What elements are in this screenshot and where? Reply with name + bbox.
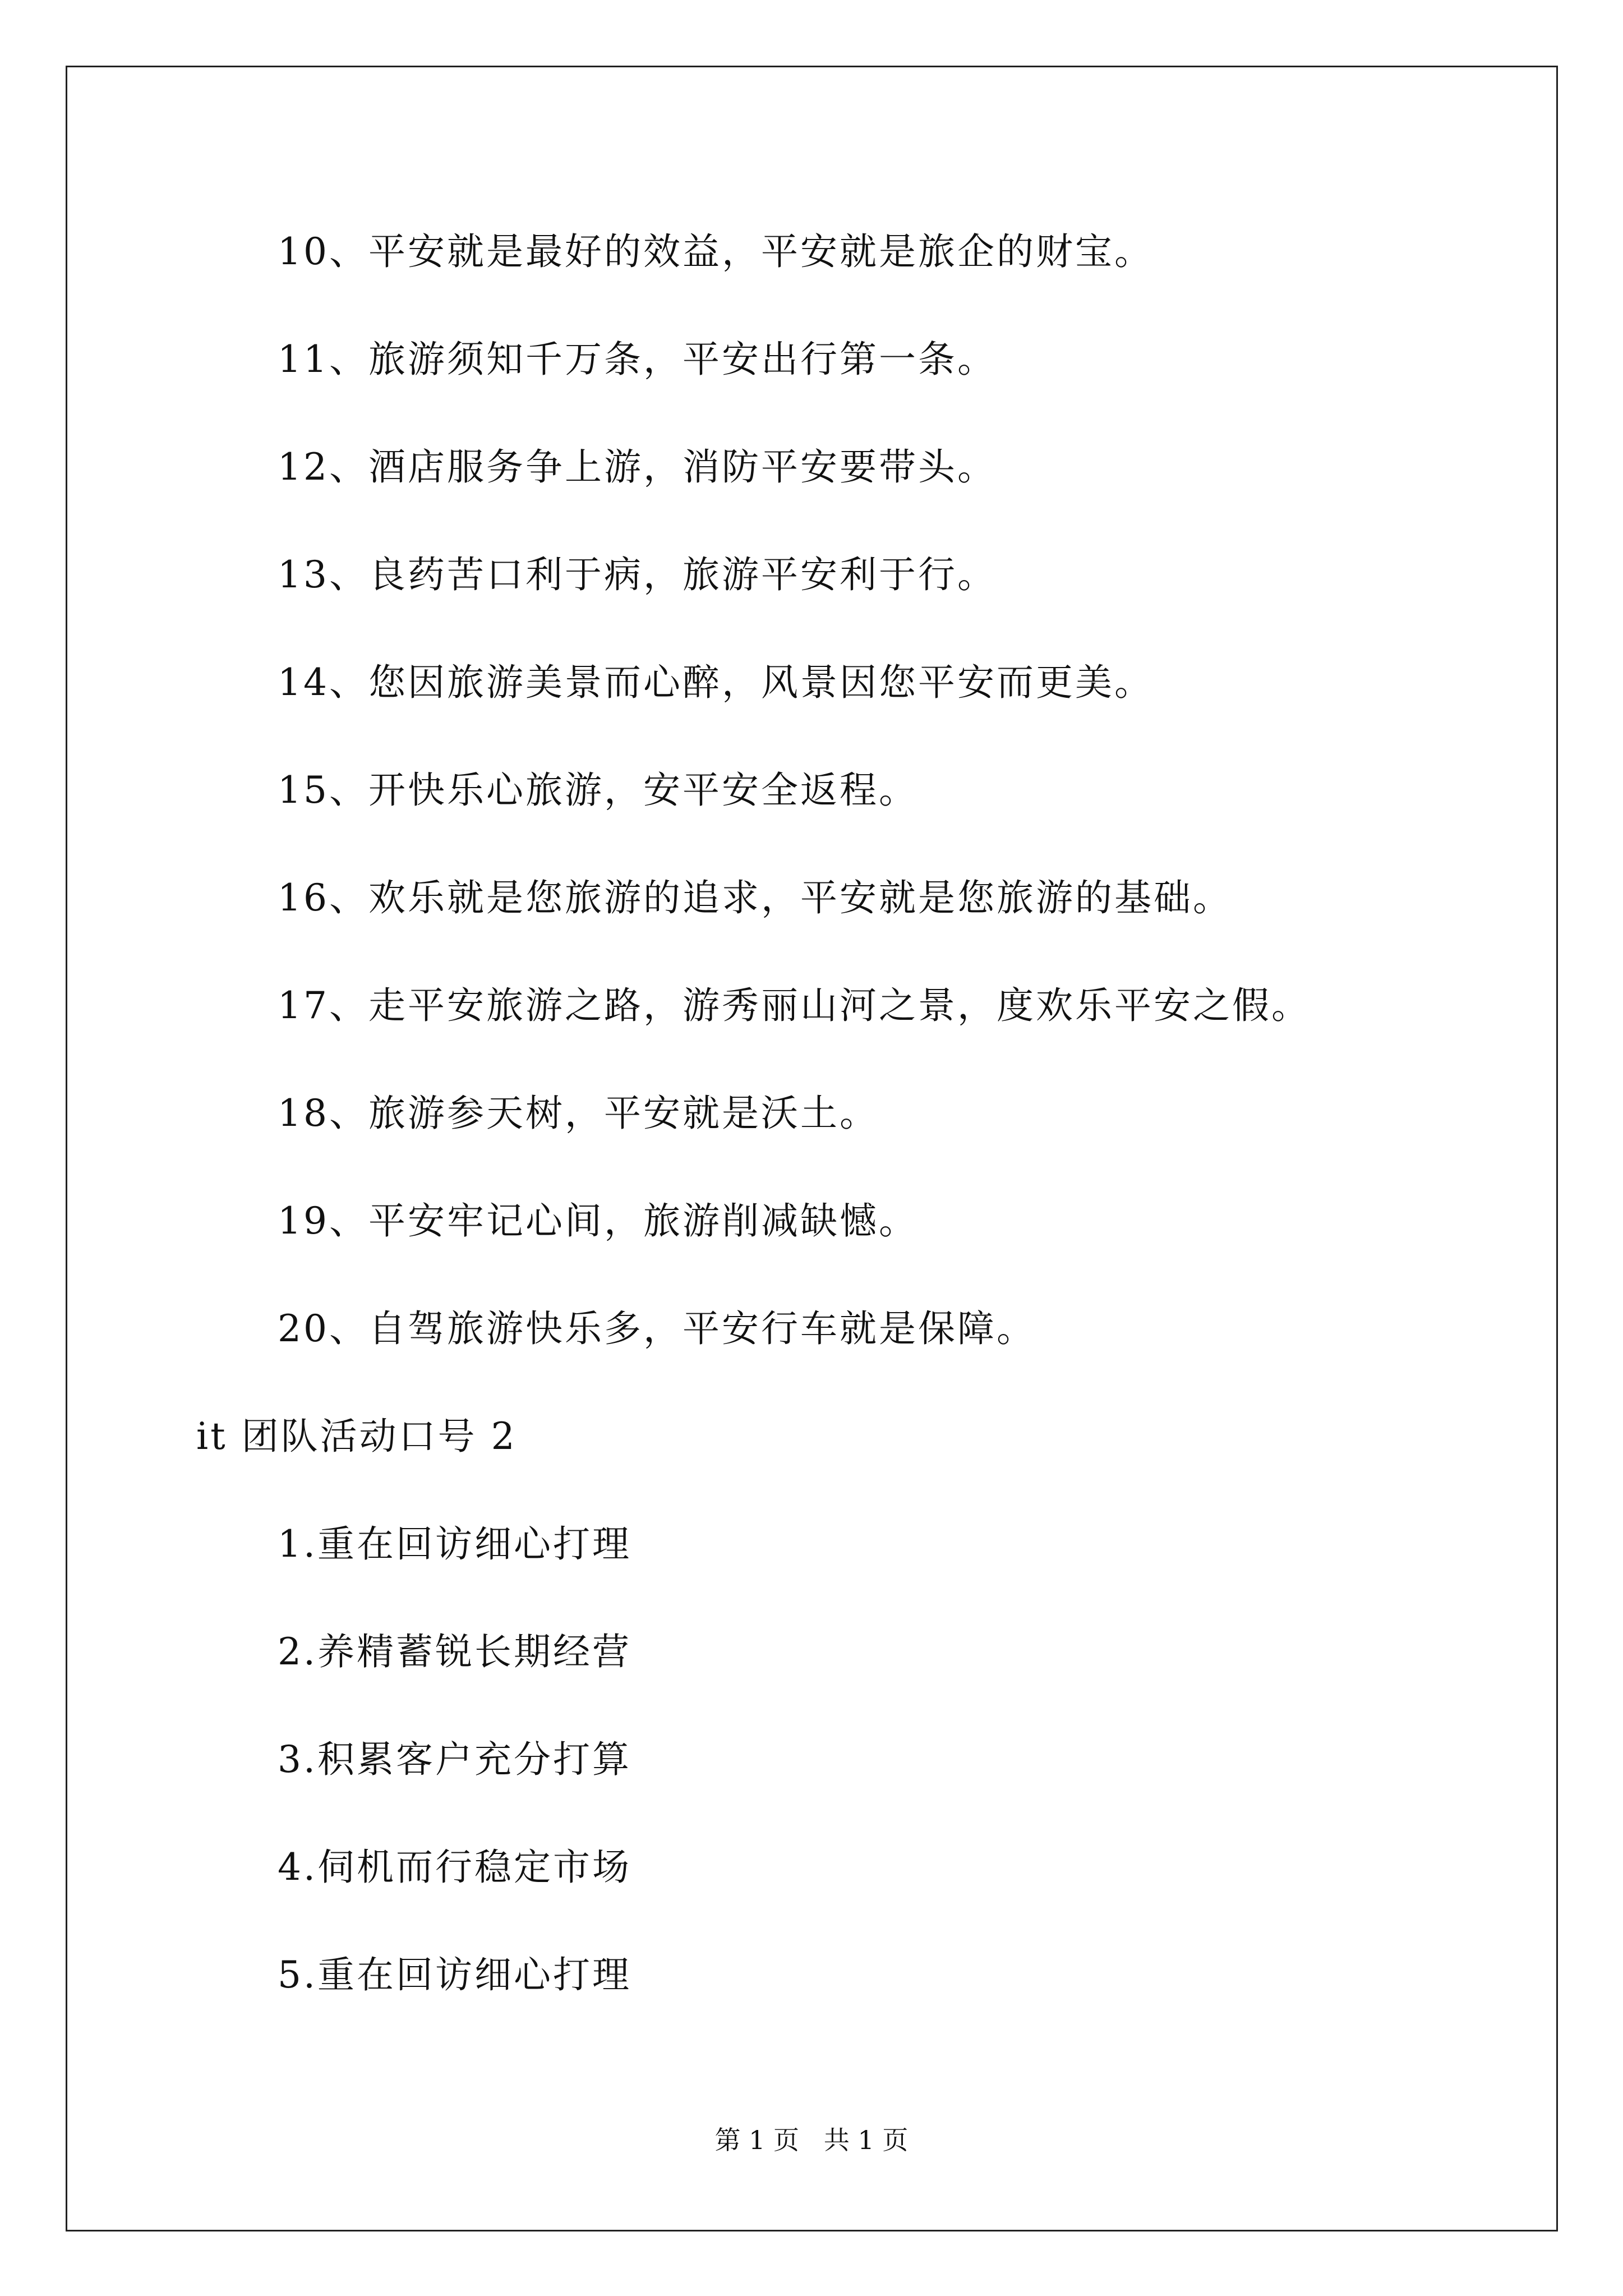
it-slogan-line: 2.养精蓄锐长期经营 [278, 1630, 631, 1673]
it-slogan-line: 1.重在回访细心打理 [278, 1522, 631, 1566]
slogan-line: 16、欢乐就是您旅游的追求，平安就是您旅游的基础。 [278, 876, 1232, 919]
it-slogan-line: 4.伺机而行稳定市场 [278, 1846, 631, 1889]
slogan-line: 11、旅游须知千万条，平安出行第一条。 [278, 338, 997, 381]
slogan-line: 10、平安就是最好的效益，平安就是旅企的财宝。 [278, 230, 1154, 273]
section-heading: it 团队活动口号 2 [196, 1415, 517, 1458]
slogan-line: 20、自驾旅游快乐多，平安行车就是保障。 [278, 1307, 1036, 1350]
it-slogan-line: 3.积累客户充分打算 [278, 1738, 631, 1781]
slogan-line: 17、走平安旅游之路，游秀丽山河之景，度欢乐平安之假。 [278, 984, 1311, 1027]
slogan-line: 12、酒店服务争上游，消防平安要带头。 [278, 445, 997, 489]
slogan-line: 13、良药苦口利于病，旅游平安利于行。 [278, 553, 997, 596]
slogan-line: 14、您因旅游美景而心醉，风景因您平安而更美。 [278, 661, 1154, 704]
page-border [66, 66, 1558, 2231]
page-footer: 第 1 页 共 1 页 [714, 2125, 909, 2155]
it-slogan-line: 5.重在回访细心打理 [278, 1953, 631, 1996]
slogan-line: 19、平安牢记心间，旅游削减缺憾。 [278, 1199, 918, 1243]
slogan-line: 15、开快乐心旅游，安平安全返程。 [278, 769, 918, 812]
slogan-line: 18、旅游参天树，平安就是沃土。 [278, 1092, 879, 1135]
